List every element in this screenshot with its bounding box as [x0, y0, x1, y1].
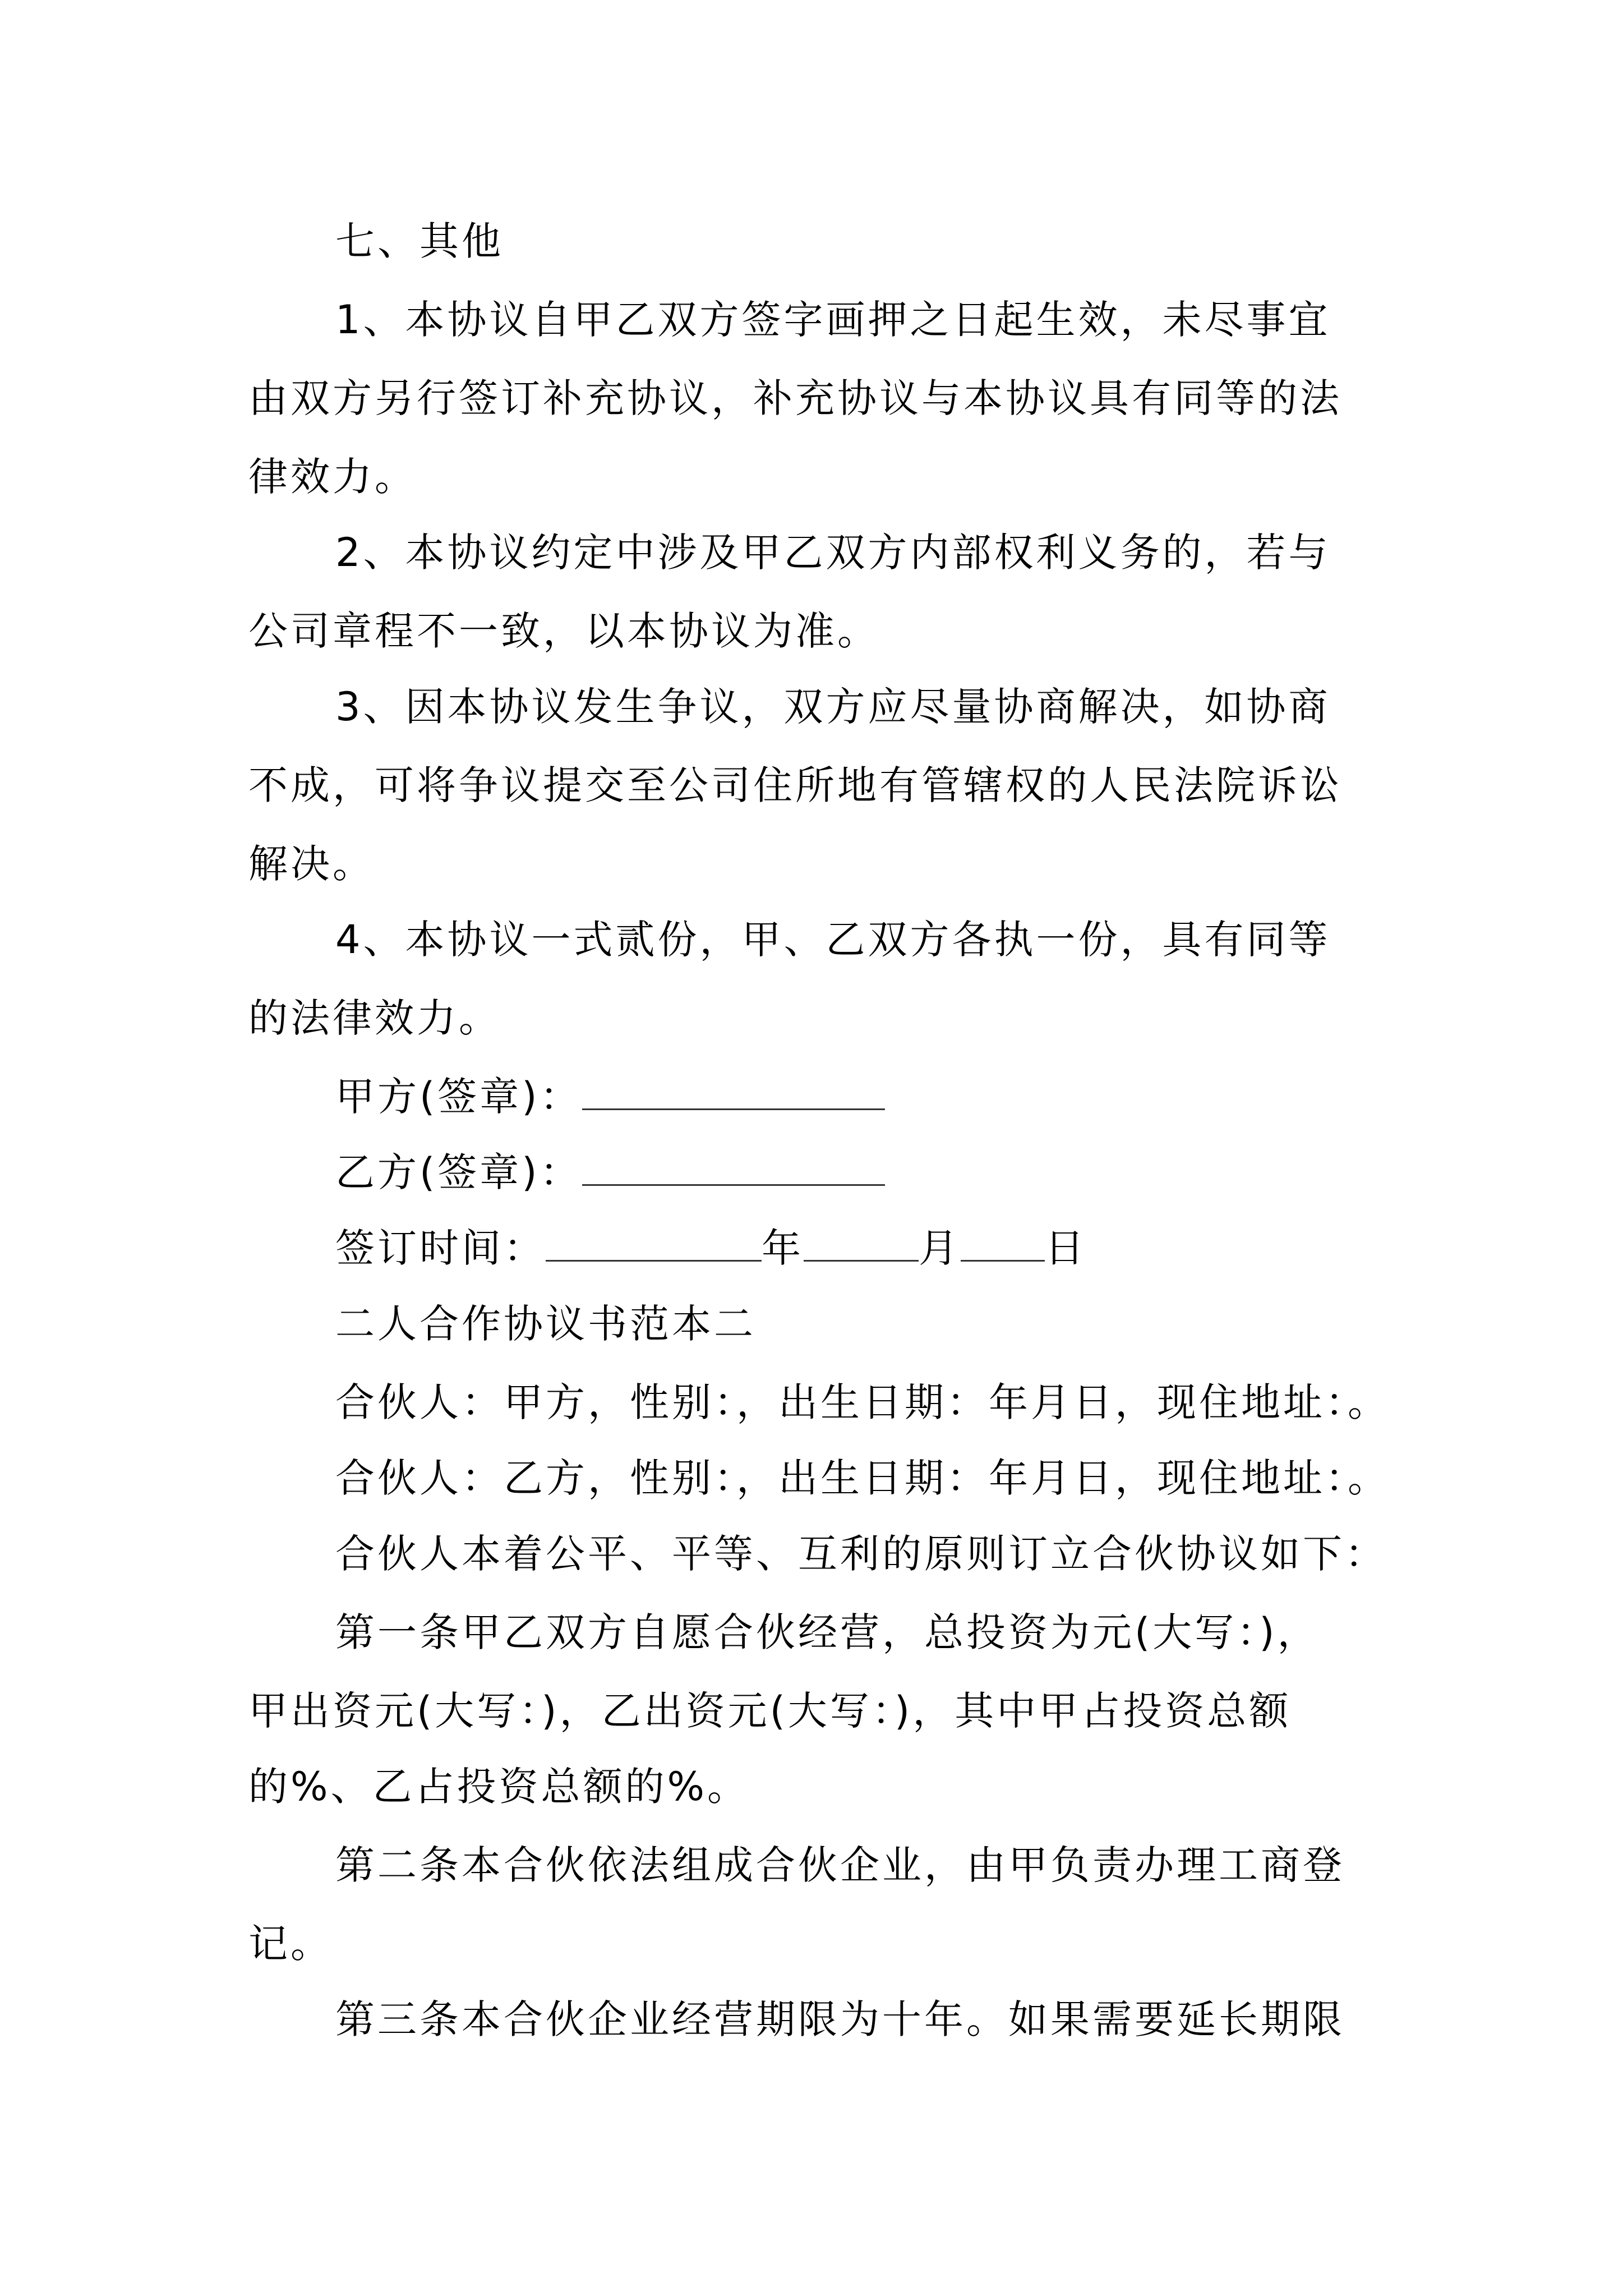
partner-b-info: 合伙人：乙方，性别：，出生日期：年月日，现住地址：。: [335, 1455, 1390, 1501]
clause-line: 律效力。: [248, 454, 417, 500]
date-label: 签订时间：: [335, 1225, 546, 1271]
signature-party-a: [335, 1071, 885, 1122]
article-line: 第三条本合伙企业经营期限为十年。如果需要延长期限: [335, 1996, 1345, 2042]
template-two-title: 二人合作协议书范本二: [335, 1301, 756, 1347]
clause-line: 不成，可将争议提交至公司住所地有管辖权的人民法院诉讼: [248, 762, 1342, 808]
year-blank: [546, 1225, 762, 1262]
article-line: 第一条甲乙双方自愿合伙经营，总投资为元(大写：)，: [335, 1609, 1320, 1655]
article-line: 记。: [248, 1921, 333, 1967]
partner-a-info: 合伙人：甲方，性别：，出生日期：年月日，现住地址：。: [335, 1379, 1390, 1425]
signing-date: [335, 1223, 1087, 1273]
article-line: 甲出资元(大写：)，乙出资元(大写：)，其中甲占投资总额: [248, 1688, 1292, 1734]
year-label: 年: [762, 1225, 804, 1271]
article-line: 的%、乙占投资总额的%。: [248, 1764, 750, 1810]
party-b-label: 乙方(签章)：: [335, 1149, 582, 1195]
day-blank: [961, 1225, 1045, 1262]
clause-line: 的法律效力。: [248, 995, 501, 1041]
section-heading: 七、其他: [335, 218, 504, 264]
month-blank: [804, 1225, 919, 1262]
clause-line: 公司章程不一致，以本协议为准。: [248, 608, 879, 654]
month-label: 月: [919, 1225, 961, 1271]
clause-line: 4、本协议一式贰份，甲、乙双方各执一份，具有同等: [335, 917, 1331, 963]
clause-line: 1、本协议自甲乙双方签字画押之日起生效，未尽事宜: [335, 297, 1331, 343]
template-intro: 合伙人本着公平、平等、互利的原则订立合伙协议如下：: [335, 1531, 1387, 1577]
clause-line: 由双方另行签订补充协议，补充协议与本协议具有同等的法: [248, 375, 1342, 421]
party-a-signature-blank: [582, 1074, 885, 1110]
party-a-label: 甲方(签章)：: [335, 1074, 582, 1120]
day-label: 日: [1045, 1225, 1087, 1271]
clause-line: 3、因本协议发生争议，双方应尽量协商解决，如协商: [335, 684, 1331, 730]
party-b-signature-blank: [582, 1149, 885, 1186]
signature-party-b: [335, 1147, 885, 1198]
article-line: 第二条本合伙依法组成合伙企业，由甲负责办理工商登: [335, 1842, 1345, 1888]
clause-line: 2、本协议约定中涉及甲乙双方内部权利义务的，若与: [335, 530, 1331, 576]
clause-line: 解决。: [248, 841, 375, 887]
